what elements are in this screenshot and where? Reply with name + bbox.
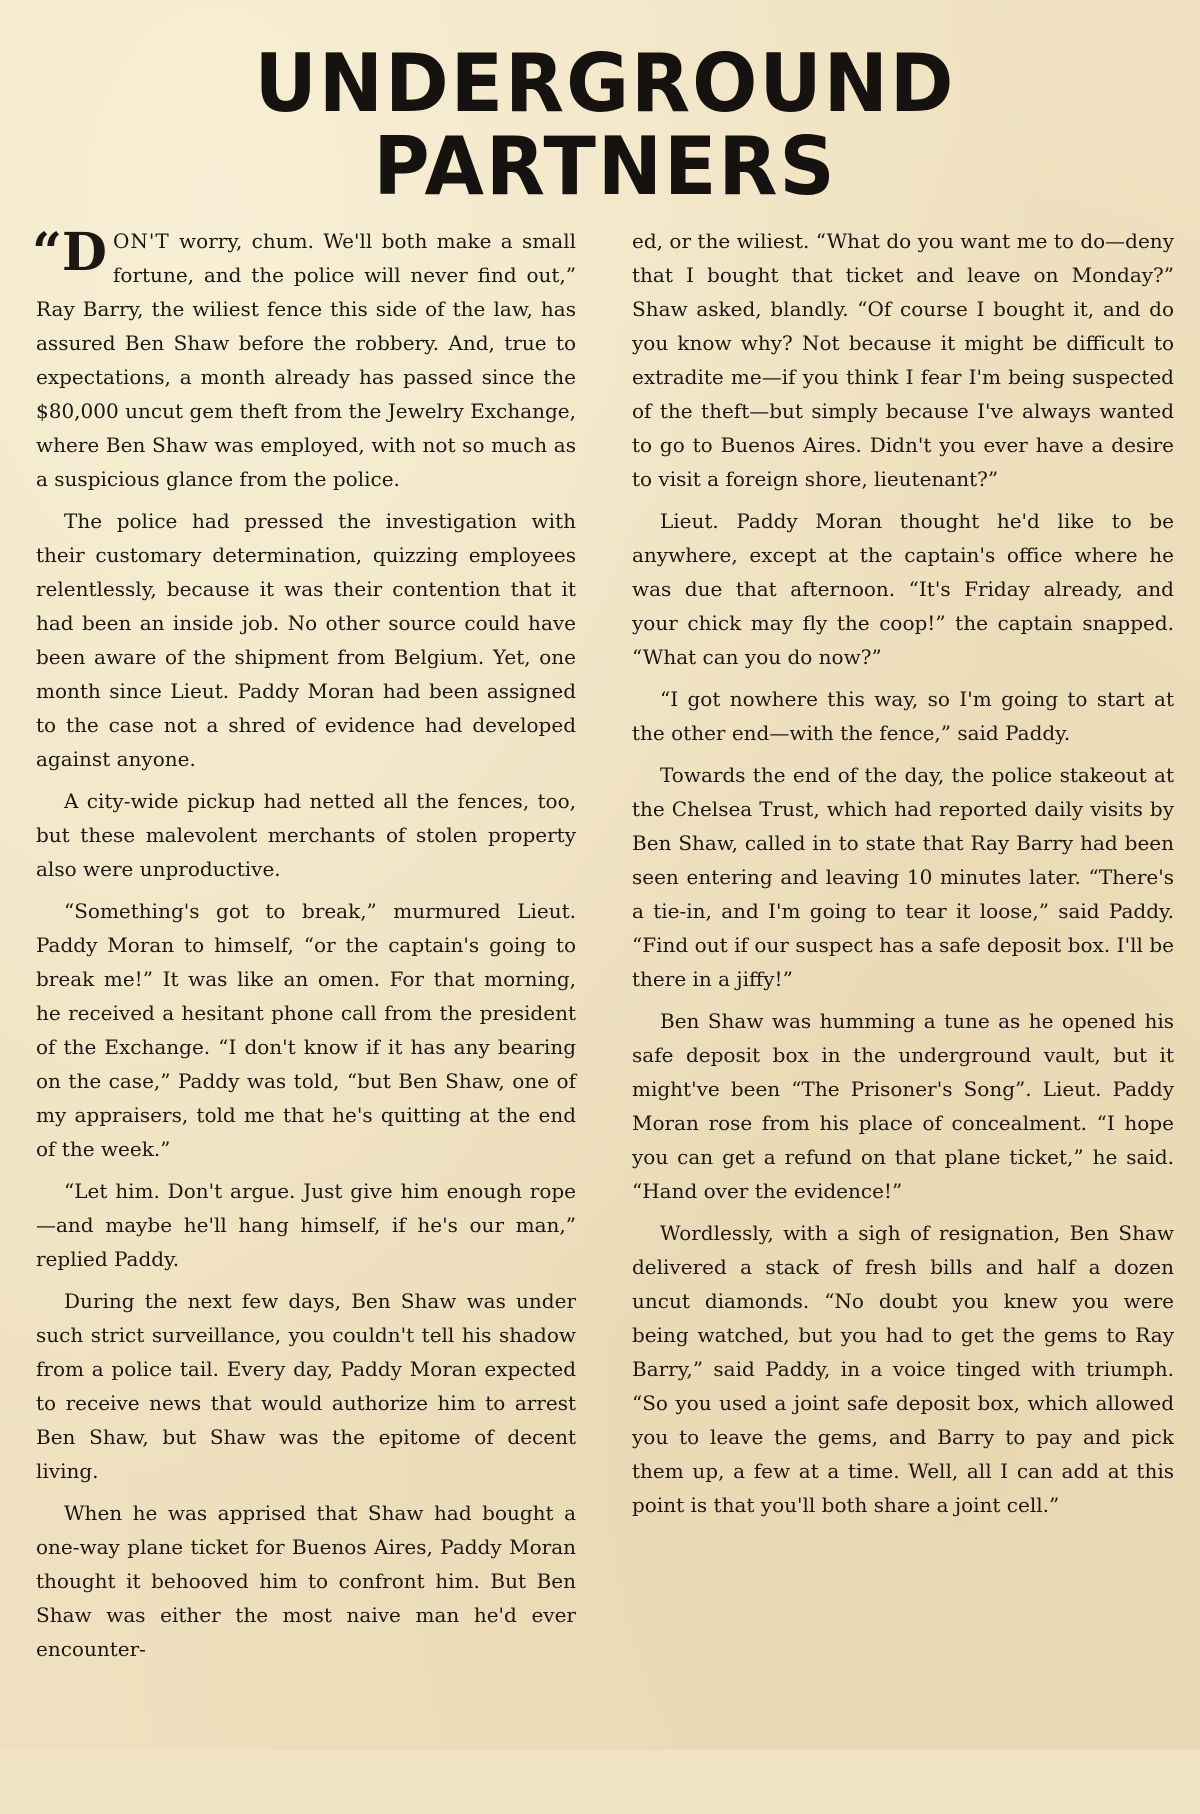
paragraph: “Something's got to break,” murmured Lieut. Paddy Moran to himself, “or the captain's going to break me!” It was like an omen. For that morning, he received a hesitant phone call from the president of the Exchange. “I don't know if it has any bearing on the case,” Paddy was told, “but Ben Shaw, one of my appraisers, told me that he's quitting at the end of the week.” (36, 899, 576, 1162)
paragraph: A city-wide pickup had netted all the fences, too, but these malevolent merchants of stolen property also were unproductive. (36, 789, 576, 882)
story-columns (32, 222, 1174, 1814)
left-column (32, 222, 584, 1814)
paragraph: Lieut. Paddy Moran thought he'd like to be anywhere, except at the captain's office where he was due that afternoon. “It's Friday already, and your chick may fly the coop!” the captain snapped. “What can you do now?” (632, 509, 1174, 670)
paragraph: Ben Shaw was humming a tune as he opened his safe deposit box in the underground vault, but it might've been “The Prisoner's Song”. Lieut. Paddy Moran rose from his place of concealment. “I hope you can get a refund on that plane ticket,” he said. “Hand over the evidence!” (632, 1009, 1174, 1204)
paragraph: During the next few days, Ben Shaw was under such strict surveillance, you couldn't tell his shadow from a police tail. Every day, Paddy Moran expected to receive news that would authorize him to arrest Ben Shaw, but Shaw was the epitome of decent living. (36, 1289, 576, 1484)
paragraph: Towards the end of the day, the police stakeout at the Chelsea Trust, which had reported daily visits by Ben Shaw, called in to state that Ray Barry had been seen entering and leaving 10 minutes later. “There's a tie-in, and I'm going to tear it loose,” said Paddy. “Find out if our suspect has a safe deposit box. I'll be there in a jiffy!” (632, 763, 1174, 992)
lead-open-quote: “ (32, 222, 62, 284)
drop-cap-letter: D (61, 222, 108, 284)
paragraph: Wordlessly, with a sigh of resignation, Ben Shaw delivered a stack of fresh bills and half a dozen uncut diamonds. “No doubt you knew you were being watched, but you had to get the gems to Ray Barry,” said Paddy, in a voice tinged with triumph. “So you used a joint safe deposit box, which allowed you to leave the gems, and Barry to pay and pick them up, a few at a time. Well, all I can add at this point is that you'll both share a joint cell.” (632, 1221, 1174, 1518)
paragraph: When he was apprised that Shaw had bought a one-way plane ticket for Buenos Aires, Paddy Moran thought it behooved him to confront him. But Ben Shaw was either the most naive man he'd ever encounter- (36, 1501, 576, 1662)
story-title: UNDERGROUND PARTNERS (254, 37, 956, 214)
paragraph: “Let him. Don't argue. Just give him enough rope—and maybe he'll hang himself, if he's our man,” replied Paddy. (36, 1179, 576, 1272)
lead-first-word: ON'T (113, 229, 170, 254)
drop-cap (32, 222, 108, 284)
paragraph: ed, or the wiliest. “What do you want me to do—deny that I bought that ticket and leave on Monday?” Shaw asked, blandly. “Of course I bought it, and do you know why? Not because it might be difficult to extradite me—if you think I fear I'm being suspected of the theft—but simply because I've always wanted to go to Buenos Aires. Didn't you ever have a desire to visit a foreign shore, lieutenant?” (632, 229, 1174, 492)
paragraph: The police had pressed the investigation with their customary determination, quizzing employees relentlessly, because it was their contention that it had been an inside job. No other source could have been aware of the shipment from Belgium. Yet, one month since Lieut. Paddy Moran had been assigned to the case not a shred of evidence had developed against anyone. (36, 509, 576, 772)
paragraph: “I got nowhere this way, so I'm going to start at the other end—with the fence,” said Paddy. (632, 687, 1174, 746)
right-column (622, 224, 1174, 1814)
lead-paragraph (32, 222, 576, 496)
lead-text: worry, chum. We'll both make a small fortune, and the police will never find out,” Ray Barry, the wiliest fence this side of the law, has assured Ben Shaw before the robbery. And, true to expectations, a month already has passed since the $80,000 uncut gem theft from the Jewelry Exchange, where Ben Shaw was employed, with not so much as a suspicious glance from the police. (36, 229, 576, 492)
